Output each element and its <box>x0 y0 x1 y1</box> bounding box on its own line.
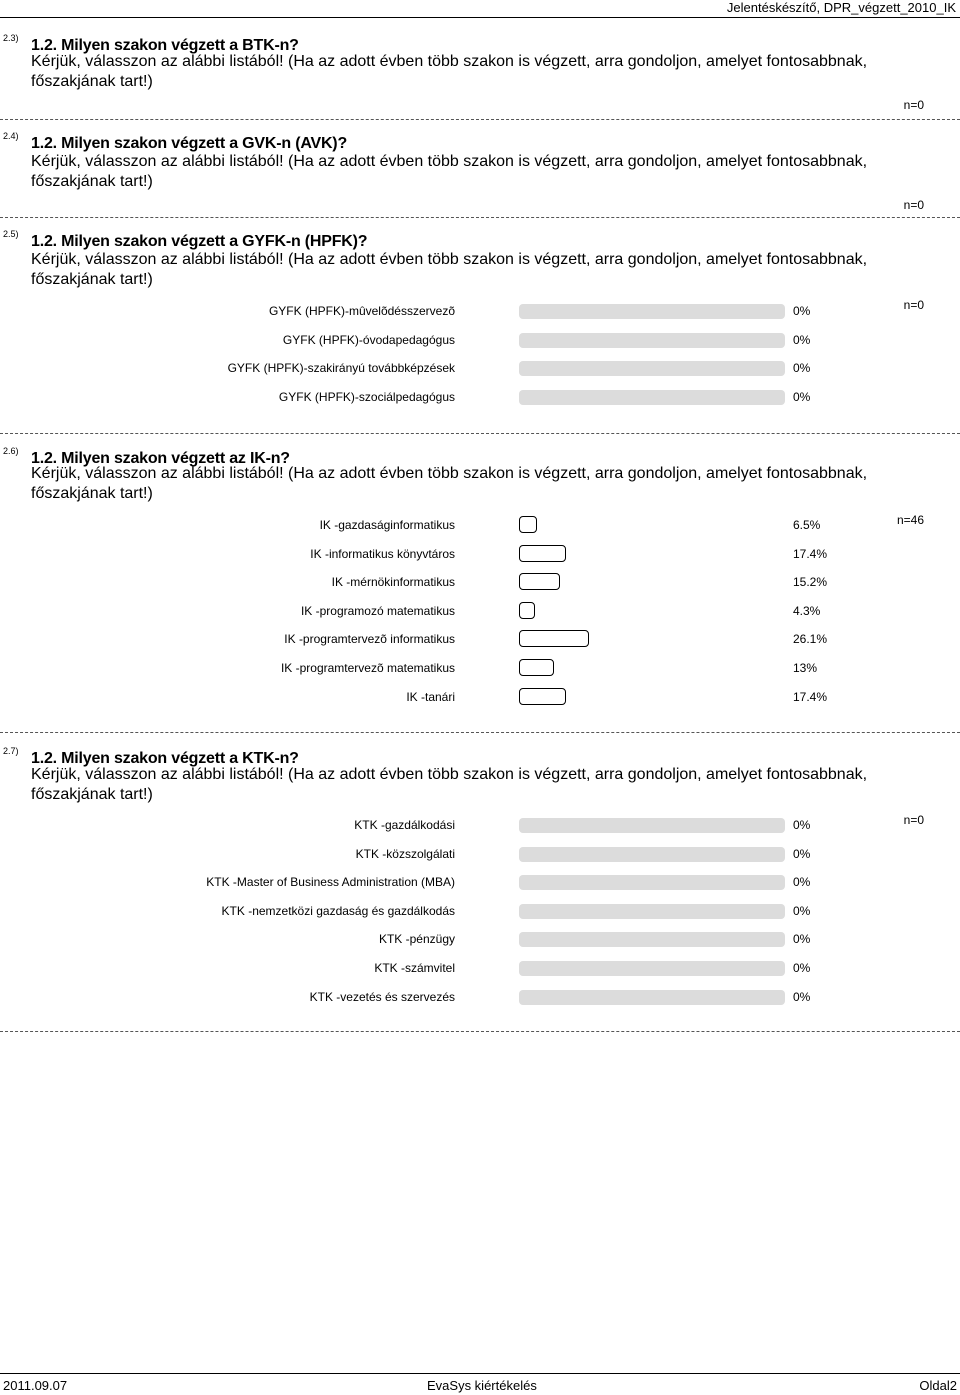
bar-percentage: 0% <box>793 875 811 889</box>
bar-row <box>0 688 900 708</box>
bar-fill <box>519 630 589 647</box>
section-separator <box>0 433 960 434</box>
question-number: 2.5) <box>3 229 19 239</box>
bar-label: GYFK (HPFK)-mûvelõdésszervezõ <box>268 304 455 318</box>
bar-percentage: 0% <box>793 961 811 975</box>
bar-row <box>0 545 900 565</box>
bar-row <box>0 959 900 979</box>
bar-label: KTK -vezetés és szervezés <box>309 990 455 1004</box>
report-title: Jelentéskészítő, DPR_végzett_2010_IK <box>726 0 956 15</box>
bar-label: KTK -Master of Business Administration (MBA) <box>206 875 455 889</box>
bar-row <box>0 359 900 379</box>
question-instruction: Kérjük, válasszon az alábbi listából! (Ha az adott évben több szakon is végzett, arra gondoljon, amelyet fontosabbnak, főszakjának tart!) <box>31 251 868 288</box>
response-count: n=0 <box>903 98 924 112</box>
bar-track <box>519 818 785 833</box>
bar-track <box>519 361 785 376</box>
bar-percentage: 0% <box>793 818 811 832</box>
bar-fill <box>519 516 537 533</box>
bar-percentage: 0% <box>793 304 811 318</box>
footer-page: Oldal2 <box>919 1378 957 1393</box>
bar-percentage: 0% <box>793 390 811 404</box>
bar-row <box>0 573 900 593</box>
bar-fill <box>519 688 566 705</box>
bar-row <box>0 331 900 351</box>
section-separator <box>0 732 960 733</box>
bar-track <box>519 875 785 890</box>
bar-row <box>0 902 900 922</box>
bar-percentage: 0% <box>793 333 811 347</box>
bar-row <box>0 845 900 865</box>
bar-fill <box>519 545 566 562</box>
response-count: n=46 <box>896 513 924 527</box>
bar-track <box>519 390 785 405</box>
question-instruction: Kérjük, válasszon az alábbi listából! (Ha az adott évben több szakon is végzett, arra gondoljon, amelyet fontosabbnak, főszakjának tart!) <box>31 53 868 90</box>
bar-percentage: 6.5% <box>793 518 821 532</box>
footer-center-text: EvaSys kiértékelés <box>427 1378 537 1393</box>
bar-row <box>0 659 900 679</box>
bar-row <box>0 930 900 950</box>
question-title: 1.2. Milyen szakon végzett a BTK-n? <box>31 37 299 54</box>
question-instruction: Kérjük, válasszon az alábbi listából! (Ha az adott évben több szakon is végzett, arra gondoljon, amelyet fontosabbnak, főszakjának tart!) <box>31 766 868 803</box>
question-number: 2.4) <box>3 131 19 141</box>
bar-label: GYFK (HPFK)-szakirányú továbbképzések <box>227 361 455 375</box>
footer-date: 2011.09.07 <box>3 1378 68 1393</box>
bar-fill <box>519 602 535 619</box>
bar-track <box>519 333 785 348</box>
bar-label: IK -gazdaságinformatikus <box>319 518 455 532</box>
bar-percentage: 17.4% <box>793 547 828 561</box>
bar-percentage: 0% <box>793 361 811 375</box>
bar-row <box>0 302 900 322</box>
bar-track <box>519 847 785 862</box>
bar-label: IK -mérnökinformatikus <box>331 575 455 589</box>
bar-label: KTK -pénzügy <box>378 932 455 946</box>
bar-percentage: 13% <box>793 661 818 675</box>
bar-row <box>0 816 900 836</box>
bar-track <box>519 990 785 1005</box>
bar-label: IK -tanári <box>406 690 455 704</box>
bar-row <box>0 988 900 1008</box>
bar-track <box>519 904 785 919</box>
section-separator <box>0 1031 960 1032</box>
question-number: 2.7) <box>3 746 19 756</box>
bar-track <box>519 304 785 319</box>
bar-fill <box>519 573 560 590</box>
bar-percentage: 4.3% <box>793 604 821 618</box>
bar-label: KTK -közszolgálati <box>355 847 455 861</box>
bar-percentage: 17.4% <box>793 690 828 704</box>
bar-percentage: 0% <box>793 904 811 918</box>
section-separator <box>0 119 960 120</box>
section-separator <box>0 217 960 218</box>
bar-row <box>0 873 900 893</box>
bar-row <box>0 602 900 622</box>
bar-percentage: 0% <box>793 847 811 861</box>
bar-label: GYFK (HPFK)-óvodapedagógus <box>282 333 455 347</box>
bar-label: IK -programtervezõ matematikus <box>280 661 455 675</box>
response-count: n=0 <box>903 198 924 212</box>
question-number: 2.3) <box>3 33 19 43</box>
bar-track <box>519 932 785 947</box>
response-count: n=0 <box>903 813 924 827</box>
bar-row <box>0 630 900 650</box>
bar-track <box>519 961 785 976</box>
header-rule <box>0 17 960 18</box>
bar-row <box>0 516 900 536</box>
question-instruction: Kérjük, válasszon az alábbi listából! (Ha az adott évben több szakon is végzett, arra gondoljon, amelyet fontosabbnak, főszakjának tart!) <box>31 153 868 190</box>
question-title: 1.2. Milyen szakon végzett a KTK-n? <box>31 750 299 767</box>
question-instruction: Kérjük, válasszon az alábbi listából! (Ha az adott évben több szakon is végzett, arra gondoljon, amelyet fontosabbnak, főszakjának tart!) <box>31 465 868 502</box>
bar-label: IK -programtervezõ informatikus <box>284 632 455 646</box>
question-title: 1.2. Milyen szakon végzett a GYFK-n (HPFK)? <box>31 233 368 250</box>
bar-percentage: 0% <box>793 932 811 946</box>
question-number: 2.6) <box>3 446 19 456</box>
bar-percentage: 15.2% <box>793 575 828 589</box>
bar-label: KTK -számvitel <box>374 961 455 975</box>
bar-percentage: 26.1% <box>793 632 828 646</box>
bar-label: KTK -nemzetközi gazdaság és gazdálkodás <box>221 904 455 918</box>
question-title: 1.2. Milyen szakon végzett az IK-n? <box>31 450 290 467</box>
question-title: 1.2. Milyen szakon végzett a GVK-n (AVK)? <box>31 135 348 152</box>
bar-label: KTK -gazdálkodási <box>354 818 455 832</box>
bar-percentage: 0% <box>793 990 811 1004</box>
bar-label: IK -programozó matematikus <box>300 604 455 618</box>
response-count: n=0 <box>903 298 924 312</box>
bar-label: IK -informatikus könyvtáros <box>310 547 455 561</box>
footer-rule <box>0 1373 960 1374</box>
bar-row <box>0 388 900 408</box>
bar-label: GYFK (HPFK)-szociálpedagógus <box>278 390 455 404</box>
bar-fill <box>519 659 554 676</box>
